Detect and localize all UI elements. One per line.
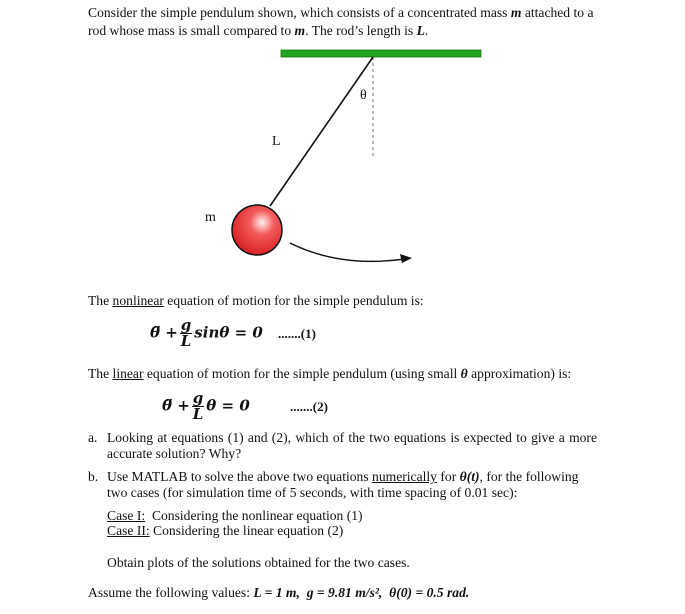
fraction [180,318,193,349]
mass-label: m [205,210,216,225]
text: g = 9.81 m/s², [306,585,383,600]
linear-intro [88,366,571,382]
question-a-line-1: Looking at equations (1) and (2), which of the two equations is expected to give a more [107,430,597,445]
pendulum-mass [232,205,282,255]
mass-symbol: m [294,23,306,38]
text: equation of motion for the simple pendulum is: [163,293,424,308]
numerator: g [192,389,204,407]
text: for [436,469,460,484]
length-symbol: L [416,23,425,38]
text: Use MATLAB to solve the above two equations [107,469,373,484]
swing-arrow [290,243,405,261]
case-1 [107,508,363,524]
obtain-plots-text: Obtain plots of the solutions obtained for the two cases. [107,555,410,570]
text: θ(t) [459,469,480,484]
case-2 [107,523,343,539]
text: θ(0) = 0.5 rad. [389,585,470,600]
text: The [88,293,113,308]
eq-rhs: θ = 0 [206,396,250,415]
denominator: L [180,332,192,350]
fraction [192,391,205,422]
text: θ [460,366,468,381]
denominator: L [192,405,204,423]
text: . The rod’s length is [305,23,417,38]
text: L = 1 m, [253,585,300,600]
question-b-marker: b. [88,469,99,484]
text: approximation) is: [467,366,572,381]
text: linear [112,366,144,381]
nonlinear-intro [88,293,424,309]
pendulum-rod [270,57,373,206]
length-label: L [272,134,281,149]
ceiling-bar [281,50,481,57]
text: Considering the nonlinear equation (1) [145,508,363,523]
equation-2 [162,391,250,422]
equation-2-ref: .......(2) [290,399,328,414]
question-a-line-2: accurate solution? Why? [107,446,242,461]
theta-label: θ [360,88,367,103]
question-b-line-2: two cases (for simulation time of 5 seconds, with time spacing of 0.01 sec): [107,485,518,500]
eq-lhs: θ̈ + [150,323,178,342]
text: , for the following [479,469,579,484]
equation-1-ref: .......(1) [278,326,316,341]
eq-lhs: θ̈ + [162,396,190,415]
text: rod whose mass is small compared to [88,23,295,38]
assumptions [88,585,469,601]
text: Assume the following values: [88,585,254,600]
text: . [424,23,429,38]
text: nonlinear [112,293,164,308]
text: The [88,366,113,381]
question-b-line-1 [107,469,578,485]
numerator: g [180,316,192,334]
text: numerically [372,469,437,484]
text: Case II: [107,523,150,538]
text: equation of motion for the simple pendulum (using small [143,366,461,381]
arrow-head-icon [400,254,412,263]
text: Considering the linear equation (2) [149,523,344,538]
mass-symbol: m [510,5,522,20]
eq-rhs: sinθ = 0 [194,323,263,342]
text: Case I: [107,508,146,523]
question-a-marker: a. [88,430,98,445]
equation-1 [150,318,263,349]
text: Consider the simple pendulum shown, which consists of a concentrated mass [88,5,511,20]
text: attached to a [521,5,594,20]
